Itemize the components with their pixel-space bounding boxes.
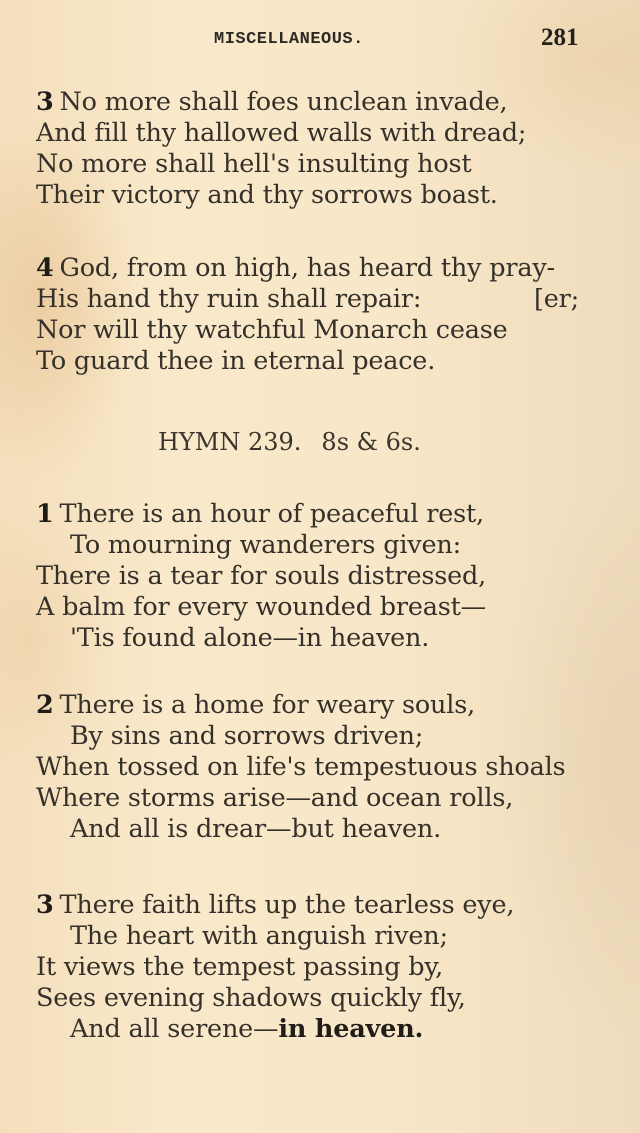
hymn-stanza-2 [36, 690, 565, 845]
verse-number: 4 [36, 253, 54, 283]
verse-line: There is a tear for souls distressed, [36, 561, 487, 591]
verse-line: 2 There is a home for weary souls, [36, 690, 475, 720]
verse-line: 4 God, from on high, has heard thy pray- [36, 253, 555, 283]
verse-line: When tossed on life's tempestuous shoals [36, 752, 566, 782]
verse-line: His hand thy ruin shall repair: [er; [36, 284, 580, 314]
prev-stanza-3 [36, 87, 526, 211]
hymn-title: HYMN 239. [158, 428, 302, 456]
hymn-heading [158, 424, 421, 460]
verse-line: Where storms arise—and ocean rolls, [36, 783, 514, 813]
verse-line: 3 There faith lifts up the tearless eye, [36, 890, 515, 920]
page-number: 281 [541, 24, 579, 51]
prev-stanza-4 [36, 253, 580, 377]
verse-number: 1 [36, 499, 54, 529]
hyphen-carryover: [er; [534, 284, 580, 314]
verse-line: 'Tis found alone—in heaven. [70, 623, 430, 653]
verse-line: 1 There is an hour of peaceful rest, [36, 499, 484, 529]
verse-number: 3 [36, 87, 54, 117]
verse-line: And all serene—in heaven. [70, 1014, 424, 1044]
verse-line: The heart with anguish riven; [70, 921, 448, 951]
verse-number: 2 [36, 690, 54, 720]
verse-line: Their victory and thy sorrows boast. [36, 180, 498, 210]
verse-number: 3 [36, 890, 54, 920]
bold-ending: in heaven. [278, 1014, 424, 1044]
verse-line: And fill thy hallowed walls with dread; [36, 118, 527, 148]
verse-line: A balm for every wounded breast— [36, 592, 486, 622]
verse-line: Sees evening shadows quickly fly, [36, 983, 466, 1013]
running-head [0, 24, 640, 54]
verse-line: Nor will thy watchful Monarch cease [36, 315, 508, 345]
verse-line: To mourning wanderers given: [70, 530, 461, 560]
hymn-stanza-3 [36, 890, 514, 1045]
running-title: MISCELLANEOUS. [214, 30, 364, 49]
hymn-stanza-1 [36, 499, 486, 654]
verse-line: To guard thee in eternal peace. [36, 346, 436, 376]
verse-line: 3 No more shall foes unclean invade, [36, 87, 508, 117]
verse-line: By sins and sorrows driven; [70, 721, 424, 751]
hymn-meter: 8s & 6s. [321, 428, 421, 456]
verse-line: And all is drear—but heaven. [70, 814, 441, 844]
verse-line: It views the tempest passing by, [36, 952, 444, 982]
verse-line: No more shall hell's insulting host [36, 149, 472, 179]
